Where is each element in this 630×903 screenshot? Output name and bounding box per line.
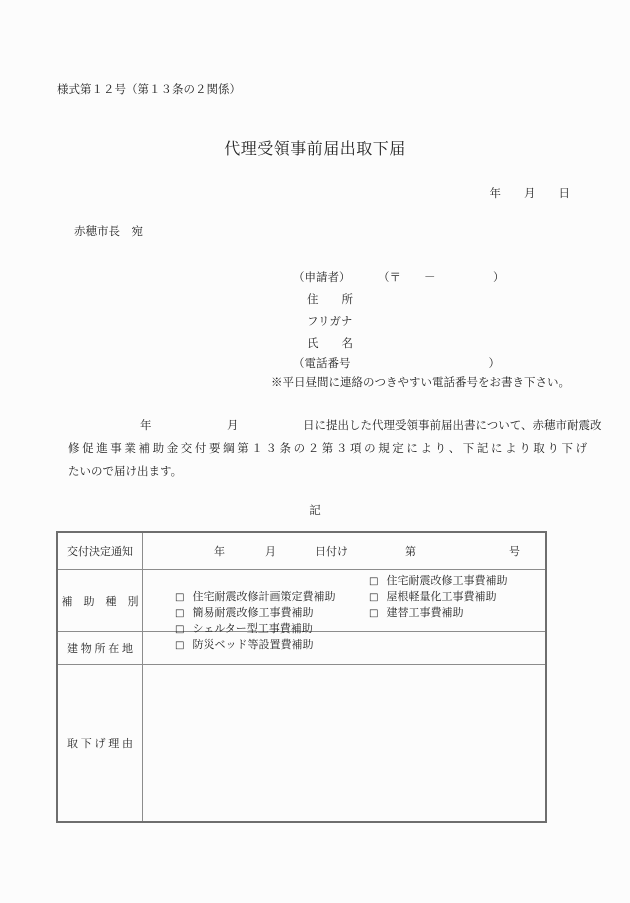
phone-note: ※平日昼間に連絡のつきやすい電話番号をお書き下さい。 <box>271 377 570 389</box>
withdrawal-reason-field[interactable] <box>143 665 545 821</box>
grant-decision-notice-fields[interactable] <box>143 533 545 570</box>
body-line-2: 修促進事業補助金交付要綱第１３条の２第３項の規定により、下記により取り下げ <box>68 443 590 455</box>
addressee: 赤穂市長 宛 <box>74 226 143 238</box>
notice-no-prefix-label: 第 <box>405 546 416 558</box>
address-label: 住 所 <box>307 294 353 306</box>
body-date-month: 月 <box>227 420 239 432</box>
row-label-building-location: 建 物 所 在 地 <box>58 632 143 665</box>
row-label-subsidy-type: 補 助 種 別 <box>58 570 143 632</box>
checkbox-icon[interactable]: □ <box>369 608 379 619</box>
subsidy-option-label: 屋根軽量化工事費補助 <box>386 591 497 603</box>
subsidy-option-label: 簡易耐震改修工事費補助 <box>192 607 314 619</box>
checkbox-icon[interactable]: □ <box>175 608 185 619</box>
row-label-grant-decision-notice: 交付決定通知 <box>58 533 143 570</box>
body-line-1: 日に提出した代理受領事前届出書について、赤穂市耐震改 <box>303 420 602 432</box>
building-location-field[interactable] <box>143 632 545 665</box>
checkbox-icon[interactable]: □ <box>369 592 379 603</box>
subsidy-option[interactable] <box>369 573 507 590</box>
postal-code-field[interactable]: （〒 － ） <box>378 272 505 284</box>
notice-month-label: 月 <box>265 546 276 558</box>
body-date-year: 年 <box>140 420 152 432</box>
withdrawal-table <box>56 531 547 823</box>
subsidy-option-label: シェルター型工事費補助 <box>192 623 313 635</box>
notice-year-label: 年 <box>214 546 225 558</box>
form-number: 様式第１２号（第１３条の２関係） <box>57 84 241 96</box>
page-title: 代理受領事前届出取下届 <box>224 141 406 158</box>
notice-no-suffix-label: 号 <box>509 546 520 558</box>
subsidy-type-options <box>143 570 545 651</box>
checkbox-icon[interactable]: □ <box>175 624 185 635</box>
furigana-label: フリガナ <box>307 316 353 328</box>
ki-heading: 記 <box>309 505 321 517</box>
name-label: 氏 名 <box>307 338 353 350</box>
subsidy-option-label: 防災ベッド等設置費補助 <box>192 639 314 651</box>
applicant-label: （申請者） <box>293 272 351 284</box>
checkbox-icon[interactable]: □ <box>369 576 379 587</box>
phone-number-field[interactable]: （電話番号 ） <box>293 358 500 370</box>
subsidy-option-label: 住宅耐震改修工事費補助 <box>386 575 508 587</box>
subsidy-option-label: 住宅耐震改修計画策定費補助 <box>192 591 336 603</box>
row-label-withdrawal-reason: 取 下 げ 理 由 <box>58 665 143 821</box>
notice-day-label: 日付け <box>315 546 348 558</box>
subsidy-option[interactable] <box>369 605 463 622</box>
checkbox-icon[interactable]: □ <box>175 592 185 603</box>
date-line: 年 月 日 <box>489 188 570 200</box>
subsidy-option-label: 建替工事費補助 <box>386 607 464 619</box>
checkbox-icon[interactable]: □ <box>175 640 185 651</box>
subsidy-option[interactable] <box>369 589 496 606</box>
body-line-3: たいので届け出ます。 <box>68 466 183 478</box>
